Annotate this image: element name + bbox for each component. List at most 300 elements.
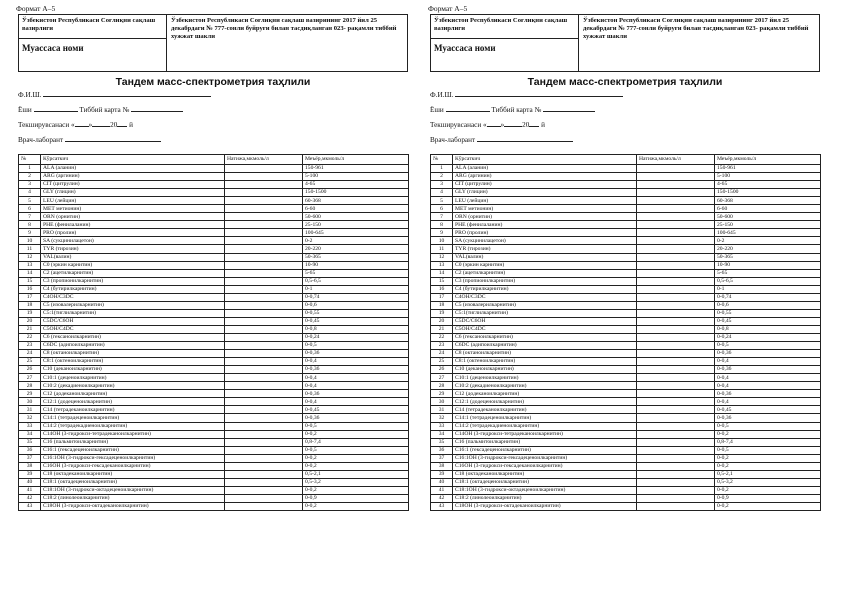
date-mid: »	[500, 121, 505, 129]
row-norm: 60-368	[303, 197, 409, 205]
row-indicator: C10:2 (декадиеноилкарнитин)	[41, 382, 225, 390]
row-norm: 150-1500	[303, 189, 409, 197]
row-result-cell[interactable]	[225, 293, 303, 301]
date-suffix: й	[541, 121, 545, 129]
col-indicator-header: Кўрсаткич	[41, 155, 225, 165]
row-result-cell[interactable]	[225, 229, 303, 237]
row-indicator: TYR (тирозин)	[453, 245, 637, 253]
row-norm: 0-0,9	[303, 494, 409, 502]
row-result-cell[interactable]	[637, 253, 715, 261]
doctor-blank	[65, 135, 161, 142]
row-indicator: C6DC (адипоилкарнитин)	[453, 342, 637, 350]
table-row	[19, 350, 409, 358]
row-norm: 0,5-3,2	[303, 478, 409, 486]
row-result-cell[interactable]	[637, 486, 715, 494]
table-row	[19, 173, 409, 181]
row-result-cell[interactable]	[637, 229, 715, 237]
row-result-cell[interactable]	[225, 454, 303, 462]
row-indicator: C18:2 (линолеоилкарнитин)	[41, 494, 225, 502]
row-indicator: C8:1 (октеноилкарнитин)	[453, 358, 637, 366]
row-result-cell[interactable]	[637, 438, 715, 446]
row-result-cell[interactable]	[637, 317, 715, 325]
row-norm: 0-0,2	[715, 486, 821, 494]
format-label: Формат А–5	[428, 4, 468, 13]
row-number: 11	[431, 245, 453, 253]
row-number: 43	[431, 502, 453, 510]
row-norm: 0-0,36	[303, 350, 409, 358]
row-result-cell[interactable]	[637, 205, 715, 213]
table-row	[19, 478, 409, 486]
row-norm: 0-2	[303, 237, 409, 245]
row-number: 22	[19, 333, 41, 341]
table-row	[431, 494, 821, 502]
row-result-cell[interactable]	[637, 382, 715, 390]
row-result-cell[interactable]	[637, 189, 715, 197]
row-indicator: CIT (цитрулин)	[41, 181, 225, 189]
date-year: 20	[110, 121, 118, 129]
table-row	[19, 245, 409, 253]
row-number: 36	[431, 446, 453, 454]
row-indicator: C18:1OH (3-гидрокси-октадеценоилкарнитин)	[41, 486, 225, 494]
row-number: 24	[19, 350, 41, 358]
date-mid: »	[88, 121, 93, 129]
row-indicator: C16OH (3-гидрокси-гексадеканоилкарнитин)	[453, 462, 637, 470]
row-result-cell[interactable]	[225, 253, 303, 261]
table-row	[19, 293, 409, 301]
row-number: 6	[19, 205, 41, 213]
row-result-cell[interactable]	[637, 173, 715, 181]
table-header-row	[431, 155, 821, 165]
row-result-cell[interactable]	[225, 309, 303, 317]
row-number: 21	[19, 325, 41, 333]
row-norm: 150-1500	[715, 189, 821, 197]
table-row	[19, 470, 409, 478]
date-field	[18, 120, 408, 129]
date-year-blank	[529, 120, 539, 127]
row-norm: 20-220	[303, 245, 409, 253]
row-number: 4	[19, 189, 41, 197]
row-result-cell[interactable]	[225, 406, 303, 414]
table-row	[431, 382, 821, 390]
row-result-cell[interactable]	[225, 462, 303, 470]
row-number: 22	[431, 333, 453, 341]
row-result-cell[interactable]	[225, 245, 303, 253]
row-norm: 0-0,5	[303, 446, 409, 454]
row-result-cell[interactable]	[225, 221, 303, 229]
row-number: 13	[431, 261, 453, 269]
row-result-cell[interactable]	[637, 478, 715, 486]
row-norm: 0-0,36	[715, 366, 821, 374]
age-card-field	[430, 105, 820, 114]
row-number: 38	[19, 462, 41, 470]
row-indicator: C10:1 (деценоилкарнитин)	[453, 374, 637, 382]
date-year-blank	[117, 120, 127, 127]
row-result-cell[interactable]	[637, 277, 715, 285]
table-row	[431, 406, 821, 414]
row-number: 28	[431, 382, 453, 390]
row-norm: 0-0,5	[303, 342, 409, 350]
row-indicator: C14 (тетрадеканоилкарнитин)	[453, 406, 637, 414]
row-result-cell[interactable]	[637, 213, 715, 221]
row-indicator: VAL(валин)	[453, 253, 637, 261]
row-number: 33	[19, 422, 41, 430]
table-row	[431, 374, 821, 382]
fio-label: Ф.И.Ш.	[430, 91, 454, 99]
row-result-cell[interactable]	[637, 245, 715, 253]
row-result-cell[interactable]	[225, 422, 303, 430]
row-indicator: C12:1 (додеценоилкарнитин)	[453, 398, 637, 406]
row-norm: 0-0,36	[715, 350, 821, 358]
table-row	[19, 197, 409, 205]
row-norm: 0-0,9	[715, 494, 821, 502]
table-row	[431, 478, 821, 486]
row-result-cell[interactable]	[225, 350, 303, 358]
row-norm: 0-0,45	[303, 406, 409, 414]
row-norm: 150-961	[715, 165, 821, 173]
row-result-cell[interactable]	[637, 390, 715, 398]
row-indicator: ARG (аргинин)	[453, 173, 637, 181]
row-number: 12	[19, 253, 41, 261]
header-left	[19, 15, 167, 71]
row-norm: 0-0,4	[715, 382, 821, 390]
row-result-cell[interactable]	[637, 406, 715, 414]
row-result-cell[interactable]	[637, 350, 715, 358]
table-row	[431, 398, 821, 406]
row-norm: 0-0,4	[303, 398, 409, 406]
table-row	[19, 366, 409, 374]
card-label: Тиббий карта №	[79, 106, 130, 114]
row-norm: 5-65	[715, 269, 821, 277]
row-number: 35	[19, 438, 41, 446]
row-indicator: ORN (орнитин)	[453, 213, 637, 221]
doctor-label: Врач-лаборант	[430, 136, 476, 144]
row-number: 31	[19, 406, 41, 414]
row-result-cell[interactable]	[637, 342, 715, 350]
header-box	[18, 14, 408, 72]
ministry-name: Ўзбекистон Республикаси Соғлиқни сақлаш вазирлиги	[431, 15, 578, 39]
row-result-cell[interactable]	[225, 398, 303, 406]
date-month-blank	[504, 120, 522, 127]
row-result-cell[interactable]	[225, 478, 303, 486]
row-result-cell[interactable]	[637, 325, 715, 333]
row-result-cell[interactable]	[637, 301, 715, 309]
row-indicator: GLY (глицин)	[41, 189, 225, 197]
row-norm: 100-645	[715, 229, 821, 237]
table-row	[431, 414, 821, 422]
row-number: 17	[19, 293, 41, 301]
row-result-cell[interactable]	[225, 374, 303, 382]
row-result-cell[interactable]	[225, 382, 303, 390]
row-number: 35	[431, 438, 453, 446]
row-result-cell[interactable]	[637, 494, 715, 502]
row-result-cell[interactable]	[637, 366, 715, 374]
row-result-cell[interactable]	[225, 470, 303, 478]
row-number: 9	[19, 229, 41, 237]
table-row	[431, 333, 821, 341]
row-result-cell[interactable]	[637, 165, 715, 173]
row-result-cell[interactable]	[637, 269, 715, 277]
row-result-cell[interactable]	[225, 414, 303, 422]
table-row	[431, 502, 821, 510]
row-norm: 6-60	[303, 205, 409, 213]
row-result-cell[interactable]	[637, 358, 715, 366]
row-norm: 0-0,45	[303, 317, 409, 325]
row-indicator: C14:2 (тетрадекадиеноилкарнитин)	[453, 422, 637, 430]
row-result-cell[interactable]	[225, 446, 303, 454]
row-result-cell[interactable]	[637, 454, 715, 462]
row-result-cell[interactable]	[637, 181, 715, 189]
row-result-cell[interactable]	[225, 197, 303, 205]
row-result-cell[interactable]	[225, 438, 303, 446]
row-norm: 0-0,45	[715, 406, 821, 414]
row-indicator: C16OH (3-гидрокси-гексадеканоилкарнитин)	[41, 462, 225, 470]
approval-text: Ўзбекистон Республикаси Соғлиқни сақлаш вазирининг 2017 йил 25 декабрдаги № 777-сонли буйруғи билан тасдиқланган 023- рақамли тиббий хужжат шакли	[583, 17, 809, 40]
table-row	[431, 237, 821, 245]
row-result-cell[interactable]	[637, 502, 715, 510]
col-number-header: №	[431, 155, 453, 165]
row-norm: 0-0,4	[303, 358, 409, 366]
row-number: 43	[19, 502, 41, 510]
row-norm: 4-65	[715, 181, 821, 189]
row-number: 32	[19, 414, 41, 422]
row-norm: 0,5-2,1	[715, 470, 821, 478]
doctor-field	[430, 135, 820, 144]
row-number: 31	[431, 406, 453, 414]
row-result-cell[interactable]	[637, 422, 715, 430]
fio-field	[18, 90, 408, 99]
row-number: 39	[431, 470, 453, 478]
row-result-cell[interactable]	[225, 502, 303, 510]
row-norm: 5-65	[303, 269, 409, 277]
row-norm: 0-0,55	[303, 309, 409, 317]
row-norm: 0-0,2	[303, 454, 409, 462]
row-number: 34	[19, 430, 41, 438]
row-number: 13	[19, 261, 41, 269]
row-indicator: CIT (цитрулин)	[453, 181, 637, 189]
ministry-name: Ўзбекистон Республикаси Соғлиқни сақлаш вазирлиги	[19, 15, 166, 39]
row-number: 2	[431, 173, 453, 181]
row-result-cell[interactable]	[225, 205, 303, 213]
row-result-cell[interactable]	[637, 430, 715, 438]
row-norm: 0-0,5	[715, 342, 821, 350]
row-indicator: C0 (эркин карнитин)	[453, 261, 637, 269]
row-result-cell[interactable]	[225, 165, 303, 173]
age-blank	[34, 105, 78, 112]
row-result-cell[interactable]	[637, 237, 715, 245]
fio-field	[430, 90, 820, 99]
row-result-cell[interactable]	[637, 221, 715, 229]
row-result-cell[interactable]	[225, 486, 303, 494]
document-title: Тандем масс-спектрометрия таҳлили	[115, 76, 311, 88]
row-norm: 10-90	[715, 261, 821, 269]
row-result-cell[interactable]	[225, 277, 303, 285]
row-result-cell[interactable]	[225, 342, 303, 350]
row-norm: 20-220	[715, 245, 821, 253]
row-number: 1	[431, 165, 453, 173]
row-number: 32	[431, 414, 453, 422]
table-row	[19, 277, 409, 285]
date-prefix: Текширувсанаси «	[18, 121, 75, 129]
table-row	[19, 333, 409, 341]
row-norm: 0-0,74	[715, 293, 821, 301]
row-number: 7	[19, 213, 41, 221]
table-row	[431, 438, 821, 446]
row-indicator: C12 (додеканоилкарнитин)	[41, 390, 225, 398]
table-row	[19, 486, 409, 494]
table-row	[19, 382, 409, 390]
row-number: 11	[19, 245, 41, 253]
row-indicator: C5 (изовалерилкарнитин)	[453, 301, 637, 309]
row-norm: 0-2	[715, 237, 821, 245]
row-number: 23	[19, 342, 41, 350]
row-indicator: C3 (пропионилкарнитин)	[453, 277, 637, 285]
table-row	[19, 229, 409, 237]
row-indicator: C12 (додеканоилкарнитин)	[453, 390, 637, 398]
row-number: 10	[431, 237, 453, 245]
row-indicator: LEU (лейцин)	[41, 197, 225, 205]
row-result-cell[interactable]	[225, 325, 303, 333]
row-result-cell[interactable]	[637, 309, 715, 317]
row-norm: 50-600	[303, 213, 409, 221]
age-label: Ёши	[430, 106, 444, 114]
row-result-cell[interactable]	[225, 173, 303, 181]
document-title: Тандем масс-спектрометрия таҳлили	[527, 76, 723, 88]
row-number: 41	[19, 486, 41, 494]
row-indicator: C14 (тетрадеканоилкарнитин)	[41, 406, 225, 414]
row-result-cell[interactable]	[225, 301, 303, 309]
row-result-cell[interactable]	[225, 189, 303, 197]
row-norm: 0-0,2	[303, 486, 409, 494]
row-norm: 10-90	[303, 261, 409, 269]
row-norm: 0-0,5	[715, 422, 821, 430]
row-result-cell[interactable]	[637, 197, 715, 205]
row-result-cell[interactable]	[637, 333, 715, 341]
table-body	[431, 165, 821, 511]
row-norm: 0-0,5	[715, 446, 821, 454]
row-norm: 0-0,36	[715, 414, 821, 422]
table-row	[431, 173, 821, 181]
row-norm: 0-0,8	[303, 325, 409, 333]
row-result-cell[interactable]	[225, 269, 303, 277]
col-norm-header: Меъёр,мкмоль/л	[715, 155, 821, 165]
row-result-cell[interactable]	[225, 237, 303, 245]
row-result-cell[interactable]	[637, 414, 715, 422]
row-result-cell[interactable]	[637, 398, 715, 406]
row-norm: 0-0,55	[715, 309, 821, 317]
row-result-cell[interactable]	[637, 285, 715, 293]
table-row	[431, 181, 821, 189]
row-result-cell[interactable]	[637, 261, 715, 269]
table-row	[431, 253, 821, 261]
row-norm: 150-961	[303, 165, 409, 173]
row-result-cell[interactable]	[637, 462, 715, 470]
row-indicator: C0 (эркин карнитин)	[41, 261, 225, 269]
row-number: 16	[431, 285, 453, 293]
table-row	[19, 462, 409, 470]
table-row	[431, 213, 821, 221]
results-table	[430, 154, 821, 511]
row-result-cell[interactable]	[225, 181, 303, 189]
table-row	[431, 269, 821, 277]
row-number: 33	[431, 422, 453, 430]
row-number: 3	[431, 181, 453, 189]
row-result-cell[interactable]	[225, 317, 303, 325]
table-row	[431, 446, 821, 454]
row-result-cell[interactable]	[225, 390, 303, 398]
row-indicator: PHE (фенилаланин)	[453, 221, 637, 229]
row-number: 28	[19, 382, 41, 390]
row-norm: 0-0,36	[715, 390, 821, 398]
row-norm: 0-1	[303, 285, 409, 293]
row-indicator: ORN (орнитин)	[41, 213, 225, 221]
row-result-cell[interactable]	[225, 494, 303, 502]
row-result-cell[interactable]	[225, 261, 303, 269]
row-indicator: C18OH (3-гидрокси-октадеканоилкарнитин)	[453, 502, 637, 510]
row-indicator: C6 (гексаноилкарнитин)	[453, 333, 637, 341]
row-result-cell[interactable]	[225, 333, 303, 341]
row-indicator: ARG (аргинин)	[41, 173, 225, 181]
row-indicator: ALA (аланин)	[453, 165, 637, 173]
row-number: 17	[431, 293, 453, 301]
row-indicator: C10:2 (декадиеноилкарнитин)	[453, 382, 637, 390]
table-row	[19, 494, 409, 502]
row-result-cell[interactable]	[637, 446, 715, 454]
doctor-field	[18, 135, 408, 144]
row-norm: 4-65	[303, 181, 409, 189]
row-result-cell[interactable]	[637, 470, 715, 478]
table-row	[431, 245, 821, 253]
date-month-blank	[92, 120, 110, 127]
table-row	[431, 470, 821, 478]
row-number: 42	[431, 494, 453, 502]
table-row	[19, 261, 409, 269]
row-result-cell[interactable]	[637, 374, 715, 382]
row-norm: 25-150	[303, 221, 409, 229]
table-row	[19, 325, 409, 333]
row-result-cell[interactable]	[637, 293, 715, 301]
row-result-cell[interactable]	[225, 358, 303, 366]
table-row	[19, 438, 409, 446]
row-norm: 50-365	[303, 253, 409, 261]
row-result-cell[interactable]	[225, 213, 303, 221]
row-norm: 0-0,4	[715, 358, 821, 366]
row-result-cell[interactable]	[225, 430, 303, 438]
row-indicator: C14:1 (тетрадеценоилкарнитин)	[41, 414, 225, 422]
col-result-header: Натижа,мкмоль/л	[637, 155, 715, 165]
row-number: 37	[19, 454, 41, 462]
table-row	[19, 430, 409, 438]
row-number: 29	[431, 390, 453, 398]
row-indicator: C4 (бутирилкарнитин)	[41, 285, 225, 293]
row-number: 29	[19, 390, 41, 398]
table-row	[19, 358, 409, 366]
table-row	[19, 285, 409, 293]
row-number: 15	[431, 277, 453, 285]
row-number: 18	[431, 301, 453, 309]
row-indicator: C5 (изовалерилкарнитин)	[41, 301, 225, 309]
row-indicator: C18 (октадеканоилкарнитин)	[41, 470, 225, 478]
row-norm: 5-100	[303, 173, 409, 181]
table-row	[19, 205, 409, 213]
table-row	[19, 390, 409, 398]
table-row	[19, 301, 409, 309]
row-number: 26	[431, 366, 453, 374]
row-result-cell[interactable]	[225, 285, 303, 293]
row-norm: 0-0,24	[303, 333, 409, 341]
row-result-cell[interactable]	[225, 366, 303, 374]
row-indicator: LEU (лейцин)	[453, 197, 637, 205]
row-indicator: C14OH (3-гидрокси-тетрадеканоилкарнитин)	[453, 430, 637, 438]
